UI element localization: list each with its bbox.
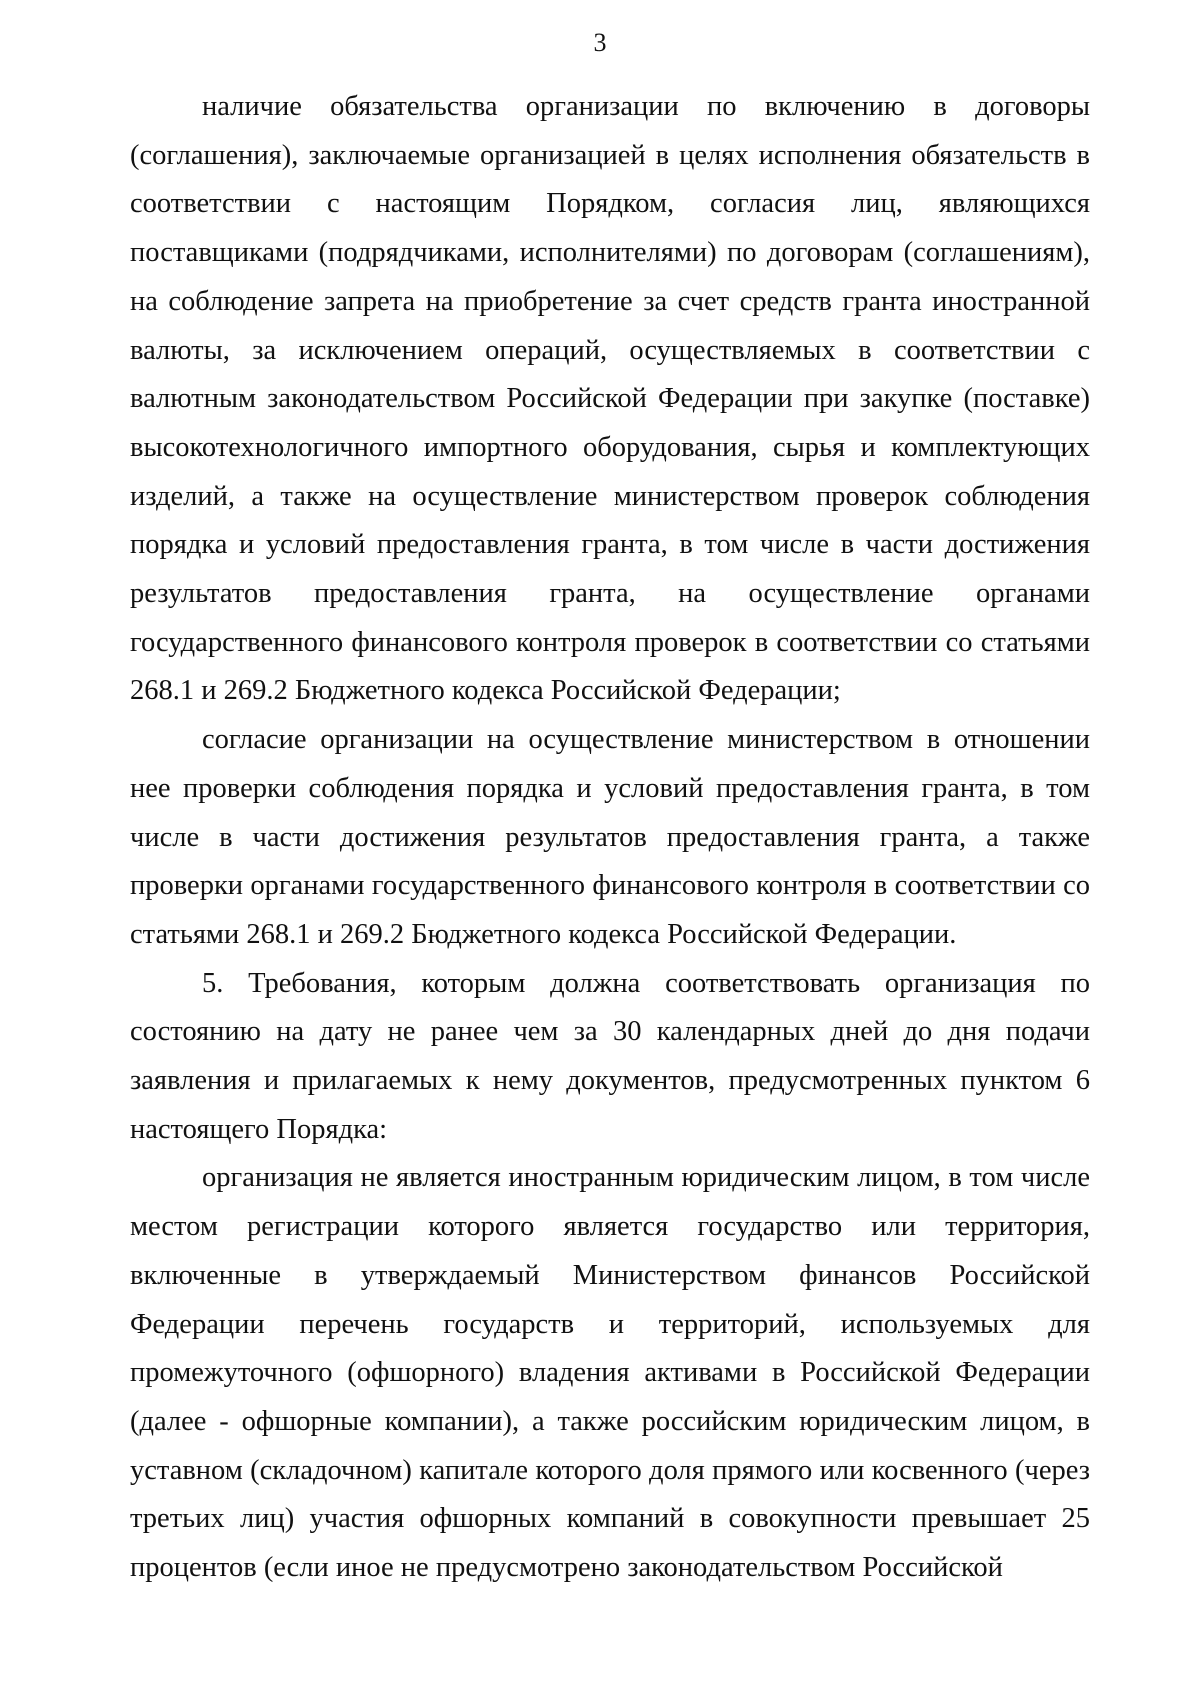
paragraph-requirements-item-5: 5. Требования, которым должна соответствовать организация по состоянию на дату не ранее чем за 30 календарных дней до дня подачи заявления и прилагаемых к нему документов, предусмотренных пунктом 6 настоящего Порядка:	[130, 967, 1090, 1145]
paragraph-offshore-clause: организация не является иностранным юридическим лицом, в том числе местом регистрации которого является государство или территория, включенные в утверждаемый Министерством финансов Российской Федерации перечень государств и территорий, используемых для промежуточного (офшорного) владения активами в Российской Федерации (далее - офшорные компании), а также российским юридическим лицом, в уставном (складочном) капитале которого доля прямого или косвенного (через третьих лиц) участия офшорных компаний в совокупности превышает 25 процентов (если иное не предусмотрено законодательством Российской	[130, 1162, 1090, 1584]
paragraph-consent-clause: согласие организации на осуществление министерством в отношении нее проверки соблюдения порядка и условий предоставления гранта, в том числе в части достижения результатов предоставления гранта, а также проверки органами государственного финансового контроля в соответствии со статьями 268.1 и 269.2 Бюджетного кодекса Российской Федерации.	[130, 724, 1090, 950]
paragraph-obligation-clause: наличие обязательства организации по включению в договоры (соглашения), заключаемые организацией в целях исполнения обязательств в соответствии с настоящим Порядком, согласия лиц, являющихся поставщиками (подрядчиками, исполнителями) по договорам (соглашениям), на соблюдение запрета на приобретение за счет средств гранта иностранной валюты, за исключением операций, осуществляемых в соответствии с валютным законодательством Российской Федерации при закупке (поставке) высокотехнологичного импортного оборудования, сырья и комплектующих изделий, а также на осуществление министерством проверок соблюдения порядка и условий предоставления гранта, в том числе в части достижения результатов предоставления гранта, на осуществление органами государственного финансового контроля проверок в соответствии со статьями 268.1 и 269.2 Бюджетного кодекса Российской Федерации;	[130, 91, 1090, 707]
page-number: 3	[593, 28, 607, 57]
document-body	[130, 83, 1090, 1593]
